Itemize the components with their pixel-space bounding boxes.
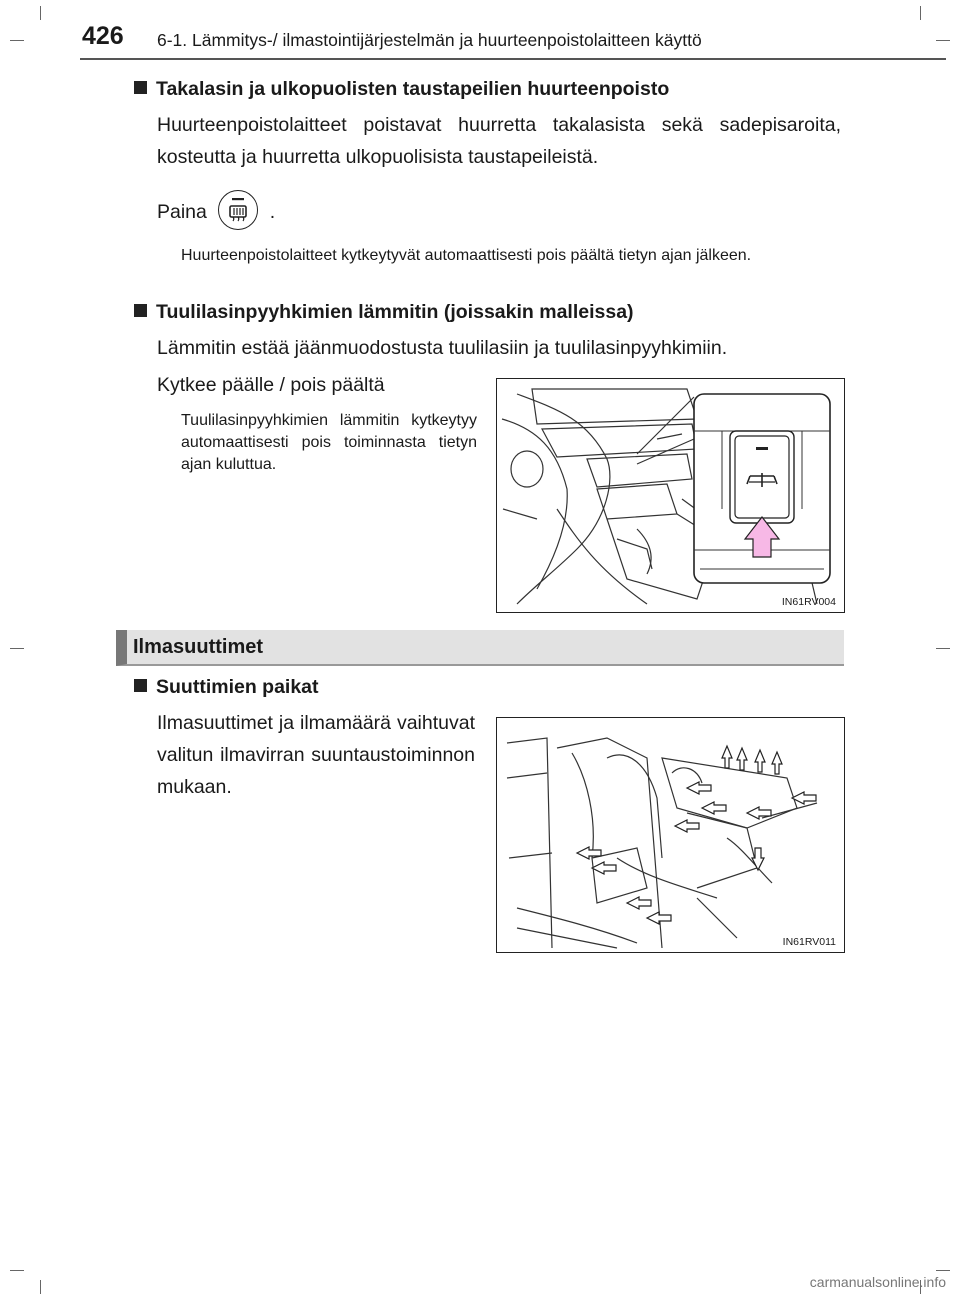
- heading-text: Tuulilasinpyyhkimien lämmitin (joissakin malleissa): [156, 301, 634, 323]
- square-bullet-icon: [134, 304, 147, 317]
- cabin-illustration: [497, 718, 844, 952]
- crop-mark: [936, 1270, 950, 1271]
- paragraph: Ilmasuuttimet ja ilmamäärä vaihtuvat valitun ilmavirran suuntaustoiminnon mukaan.: [157, 712, 475, 798]
- section-title: Ilmasuuttimet: [133, 636, 264, 658]
- running-header: 6-1. Lämmitys-/ ilmastointijärjestelmän ja huurteenpoistolaitteen käyttö: [157, 30, 702, 50]
- crop-mark: [936, 40, 950, 41]
- crop-mark: [10, 648, 24, 649]
- square-bullet-icon: [134, 81, 147, 94]
- heading-text: Suuttimien paikat: [156, 676, 319, 698]
- figure-code: IN61RV011: [782, 936, 836, 948]
- section-heading-vent-locations: [134, 676, 319, 699]
- square-bullet-icon: [134, 679, 147, 692]
- crop-mark: [10, 40, 24, 41]
- paragraph: Huurteenpoistolaitteet poistavat huurretta takalasista sekä sadepisaroita, kosteutta ja huurretta ulkopuolisista taustapeileistä.: [157, 114, 841, 168]
- figure-wiper-deicer-switch: [496, 378, 845, 613]
- page-number: 426: [82, 22, 124, 50]
- paragraph: Lämmitin estää jäänmuodostusta tuulilasiin ja tuulilasinpyyhkimiin.: [157, 337, 728, 359]
- heading-text: Takalasin ja ulkopuolisten taustapeilien huurteenpoisto: [156, 78, 670, 100]
- section-title-bar: [116, 630, 844, 666]
- dashboard-illustration: [497, 379, 844, 612]
- crop-mark: [920, 6, 921, 20]
- rear-defogger-button-icon: [218, 190, 258, 230]
- note: Tuulilasinpyyhkimien lämmitin kytkeytyy automaattisesti pois toiminnasta tietyn ajan kuluttua.: [181, 412, 477, 473]
- crop-mark: [10, 1270, 24, 1271]
- figure-code: IN61RV004: [781, 596, 836, 608]
- header-rule: [80, 58, 946, 60]
- crop-mark: [40, 6, 41, 20]
- crop-mark: [40, 1280, 41, 1294]
- section-heading-rear-defogger: [134, 78, 669, 101]
- press-suffix: .: [269, 201, 276, 223]
- figure-vent-locations: [496, 717, 845, 953]
- press-label: Paina: [157, 201, 207, 223]
- press-instruction: [157, 192, 275, 232]
- crop-mark: [936, 648, 950, 649]
- section-heading-wiper-deicer: [134, 301, 634, 324]
- note: Huurteenpoistolaitteet kytkeytyvät automaattisesti pois päältä tietyn ajan jälkeen.: [181, 247, 752, 264]
- watermark: carmanualsonline.info: [809, 1274, 946, 1290]
- toggle-label: Kytkee päälle / pois päältä: [157, 374, 385, 396]
